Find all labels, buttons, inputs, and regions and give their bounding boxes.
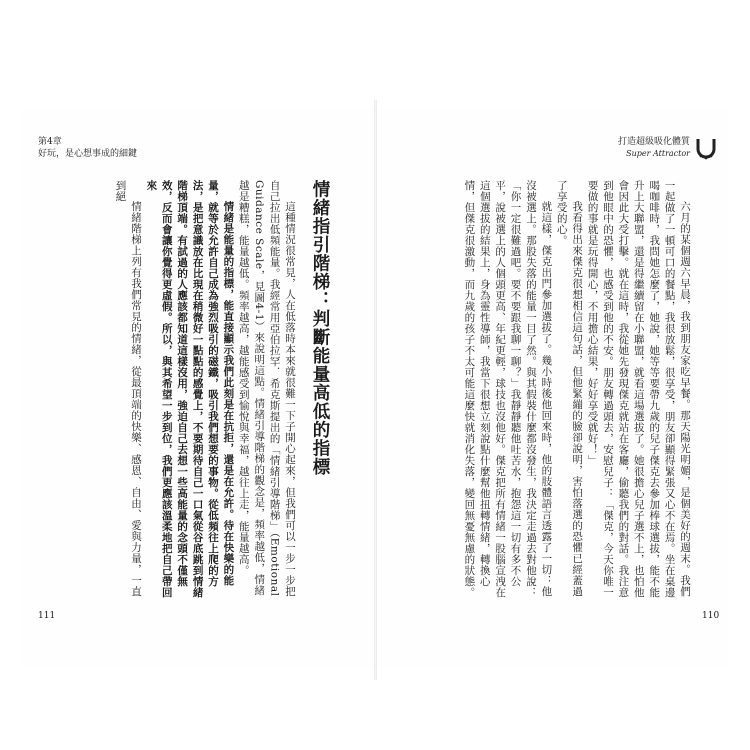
left-paragraph-2: 情緒是能量的指標，能直接顯示我們此刻是在抗拒，還是在允許。待在快樂的能量，就等於允許自己成為強烈吸引的磁鐵，吸引我們想要的事物。從低頻往上爬的方法，是把意識放在比現在稍微好一點點的感覺上，不要期待自己一口氣從谷底跳到情緒階梯頂端。有試過的人應該都知道這樣沒用，強迫自己去想一些高能量的念頭不僅無效，反而會讓你覺得更虛假。所以，與其希望一步到位，我們更應該溫柔地把自己帶回來 <box>145 180 235 598</box>
right-paragraph-3: 就這樣，傑克出門參加選拔了。幾小時後他回來時，他的肢體語言透露了一切：他沒被選上。那股失落的能量一目了然。與其假裝什麼都沒發生，我決定走過去對他說：「你一定很難過吧。要不要跟我聊一聊？」我靜靜聽他吐苦水，抱怨這一切有多不公平，說被選上的人個頭更高、年紀更輕，球技也沒他好。傑克把所有情緒一股腦宣洩在這個選拔的結果上，身為靈性導師，我當下很想立刻說點什麼幫他扭轉情緒，轉換心情，但傑克很激動，而九歲的孩子不太可能這麼快就消化失落，變回無憂無慮的狀態。 <box>463 180 553 598</box>
chapter-label: 第4章 <box>38 137 62 147</box>
chapter-title: 好玩，是心想事成的細鍵 <box>38 149 138 159</box>
horseshoe-icon <box>695 136 717 160</box>
left-body-text <box>114 180 297 600</box>
right-paragraph-2: 我看得出來傑克很想相信這句話，但他緊繃的臉卻說明，害怕落選的恐懼已經蓋過了享受的心。 <box>555 180 584 597</box>
section-heading: 情緒指引階梯：判斷能量高低的指標 <box>310 180 330 476</box>
book-english-title: Super Attractor <box>626 149 690 158</box>
right-page-number: 110 <box>702 611 720 621</box>
right-running-head <box>618 136 690 160</box>
book-title: 打造超級吸化體質 <box>617 137 690 147</box>
left-paragraph-3: 情緒階梯上列有我們常見的情緒，從最頂端的快樂、感恩、自由、愛與力量，一直到絕 <box>114 180 142 597</box>
right-body-text <box>428 180 692 600</box>
left-running-head <box>38 136 137 160</box>
left-page-number: 111 <box>38 611 56 621</box>
right-paragraph-1: 六月的某個週六早晨，我到朋友家吃早餐。那天陽光明媚，是個美好的週末。我們一起做了一頓可口的餐點，我很放鬆，很享受，朋友卻顯得緊張又心不在焉。坐在桌邊喝咖啡時，我問她怎麼了，她說，她等等要帶九歲的兒子傑克去參加棒球選拔，能不能升上大聯盟，還是得繼續留在小聯盟，就看這場選拔了。她很擔心兒子選不上，也怕他會因此大受打擊。就在這時，我從她先發現傑克就站在客廳，偷聽我們的對話。我注意到他眼中的恐懼，也感受到他的不安。朋友轉過頭去，安慰兒子：「傑克，今天你唯一要做的事就是玩得開心，不用擔心結果，好好享受就好！」 <box>586 180 691 598</box>
book-gutter <box>374 100 377 680</box>
left-paragraph-1: 這種情況很常見，人在低落時本來就很難一下子開心起來，但我們可以一步一步把自己拉出低頻能量。我經常用亞伯拉罕．希克斯提出的「情緒引導階梯」（Emotional Guidance Scale，見圖4-1）來說明這點。情緒引導階梯的觀念是，頻率越低，情緒越是糟糕，能量越低。頻率越高，越能感受到愉悅與幸福，越往上走，能量越高。 <box>237 180 296 597</box>
